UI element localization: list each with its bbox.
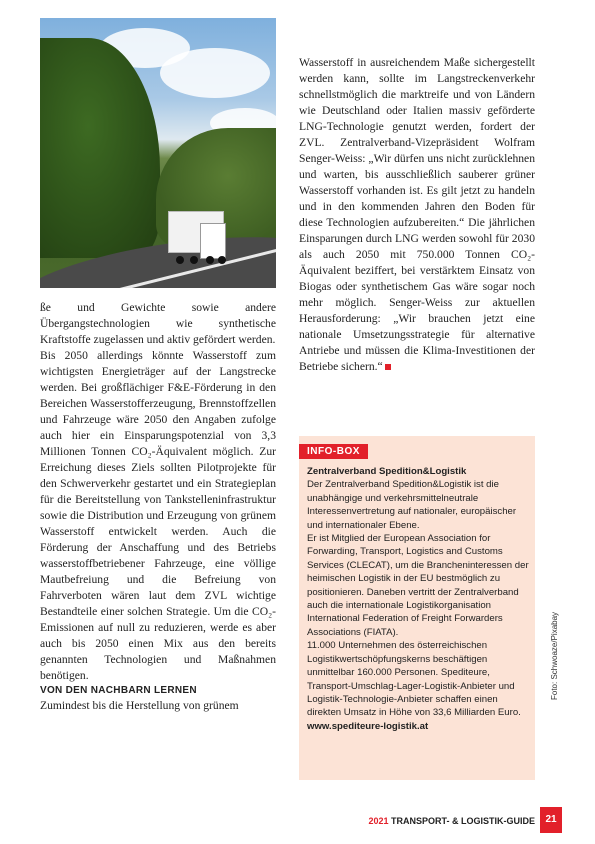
left-paragraph-3: Zumindest bis die Herstellung von grünem	[40, 699, 239, 712]
left-column	[40, 300, 276, 714]
left-paragraph-1: ße und Gewichte sowie andere Übergangstechnologien wie synthetische Kraftstoffe zugelassen und aktiv gefördert werden.	[40, 301, 276, 346]
info-box-label: INFO-BOX	[299, 444, 368, 459]
info-box-paragraph-2: Er ist Mitglied der European Association for Forwarding, Transport, Logistics and Customs Services (CLECAT), um die Brancheninteressen der heimischen Logistik in der EU bestmöglich zu positionieren. Daneben vertritt der Zentralverband auch die internationale Logistikorganisation International Federation of Freight Forwarders Associations (FIATA).	[307, 533, 529, 638]
right-column	[299, 55, 535, 375]
left-paragraph-2: Bis 2050 allerdings könnte Wasserstoff zum wichtigsten Energieträger auf der Langstrecke werden. Bei großflächiger F&E-Förderung in den Bereichen Wasserstofferzeugung, Brennstoffzellen und Fahrzeuge wäre 2050 den Angaben zufolge auch hier ein Einsparungspotenzial von 3,3 Millionen Tonnen CO₂-Äquivalent möglich. Zur Erreichung dieses Ziels sollten Pilotprojekte für den Schwerverkehr gestartet und ein Strategieplan für die Bereitstellung von Tankstelleninfrastruktur sowie die Distribution und Erzeugung von grünem Wasserstoff entwickelt werden. Auch die Förderung der Anschaffung und des Betriebs wasserstoffbetriebener Fahrzeuge, eine völlige Mautbefreiung und die Befreiung von Fahrverboten wären laut dem ZVL wichtige Bestandteile einer solchen Strategie. Um die CO₂-Emissionen auf null zu reduzieren, werde es aber auch bis 2050 einen Mix aus den bereits genannten Technologien und Maßnahmen benötigen.	[40, 349, 276, 682]
info-box-url-link[interactable]: www.spediteure-logistik.at	[307, 720, 429, 732]
info-box-paragraph-3: 11.000 Unternehmen des österreichischen Logistikwertschöpfungskerns beschäftigen unmittelbar 160.000 Personen. Spediteure, Transport-Umschlag-Lager-Logistik-Anbieter und Logistik-Technologie-Anbieter schaffen einen direkten Umsatz in Höhe von 33,6 Milliarden Euro.	[307, 640, 521, 719]
page-footer	[368, 816, 535, 826]
end-square-icon	[385, 364, 391, 370]
subheading: VON DEN NACHBARN LERNEN	[40, 685, 197, 696]
page-number: 21	[540, 807, 562, 833]
photo-credit: Foto: Schwoaze/Pixabay	[550, 611, 559, 700]
info-box-paragraph-1: Der Zentralverband Spedition&Logistik ist die unabhängige und verkehrsmittelneutrale Interessenvertretung auf nationaler, europäischer und internationaler Ebene.	[307, 479, 517, 531]
info-box-body	[307, 465, 529, 733]
info-box	[299, 436, 535, 780]
info-box-title: Zentralverband Spedition&Logistik	[307, 466, 467, 477]
right-paragraph-1: Wasserstoff in ausreichendem Maße sichergestellt werden kann, sollte im Langstreckenverkehr schnellstmöglich die marktreife und von Ländern wie Deutschland oder Italien massiv geförderte LNG-Technologie genutzt werden, fordert der ZVL. Zentralverband-Vizepräsident Wolfram Senger-Weiss: „Wir dürfen uns nicht zurücklehnen und warten, bis ausschließlich sauberer grüner Wasserstoff vorhanden ist. Es gilt jetzt zu handeln und in den kommenden Jahren den Boden für diese Technologien aufzubereiten.“ Die jährlichen Einsparungen durch LNG werden sowohl für 2030 als auch 2050 mit 750.000 Tonnen CO₂-Äquivalent beziffert, bei verstärktem Einsatz von Biogas oder synthetischem Gas wäre sogar noch mehr möglich. Senger-Weiss zur aktuellen Herausforderung: „Wir brauchen jetzt eine nationale Umsetzungsstrategie für alternative Antriebe und müssen die Klima-Investitionen der Betriebe sichern.“	[299, 56, 535, 373]
footer-year: 2021	[368, 816, 389, 826]
footer-title: TRANSPORT- & LOGISTIK-GUIDE	[391, 816, 535, 826]
truck-road-photo	[40, 18, 276, 288]
truck-cab	[200, 223, 226, 259]
